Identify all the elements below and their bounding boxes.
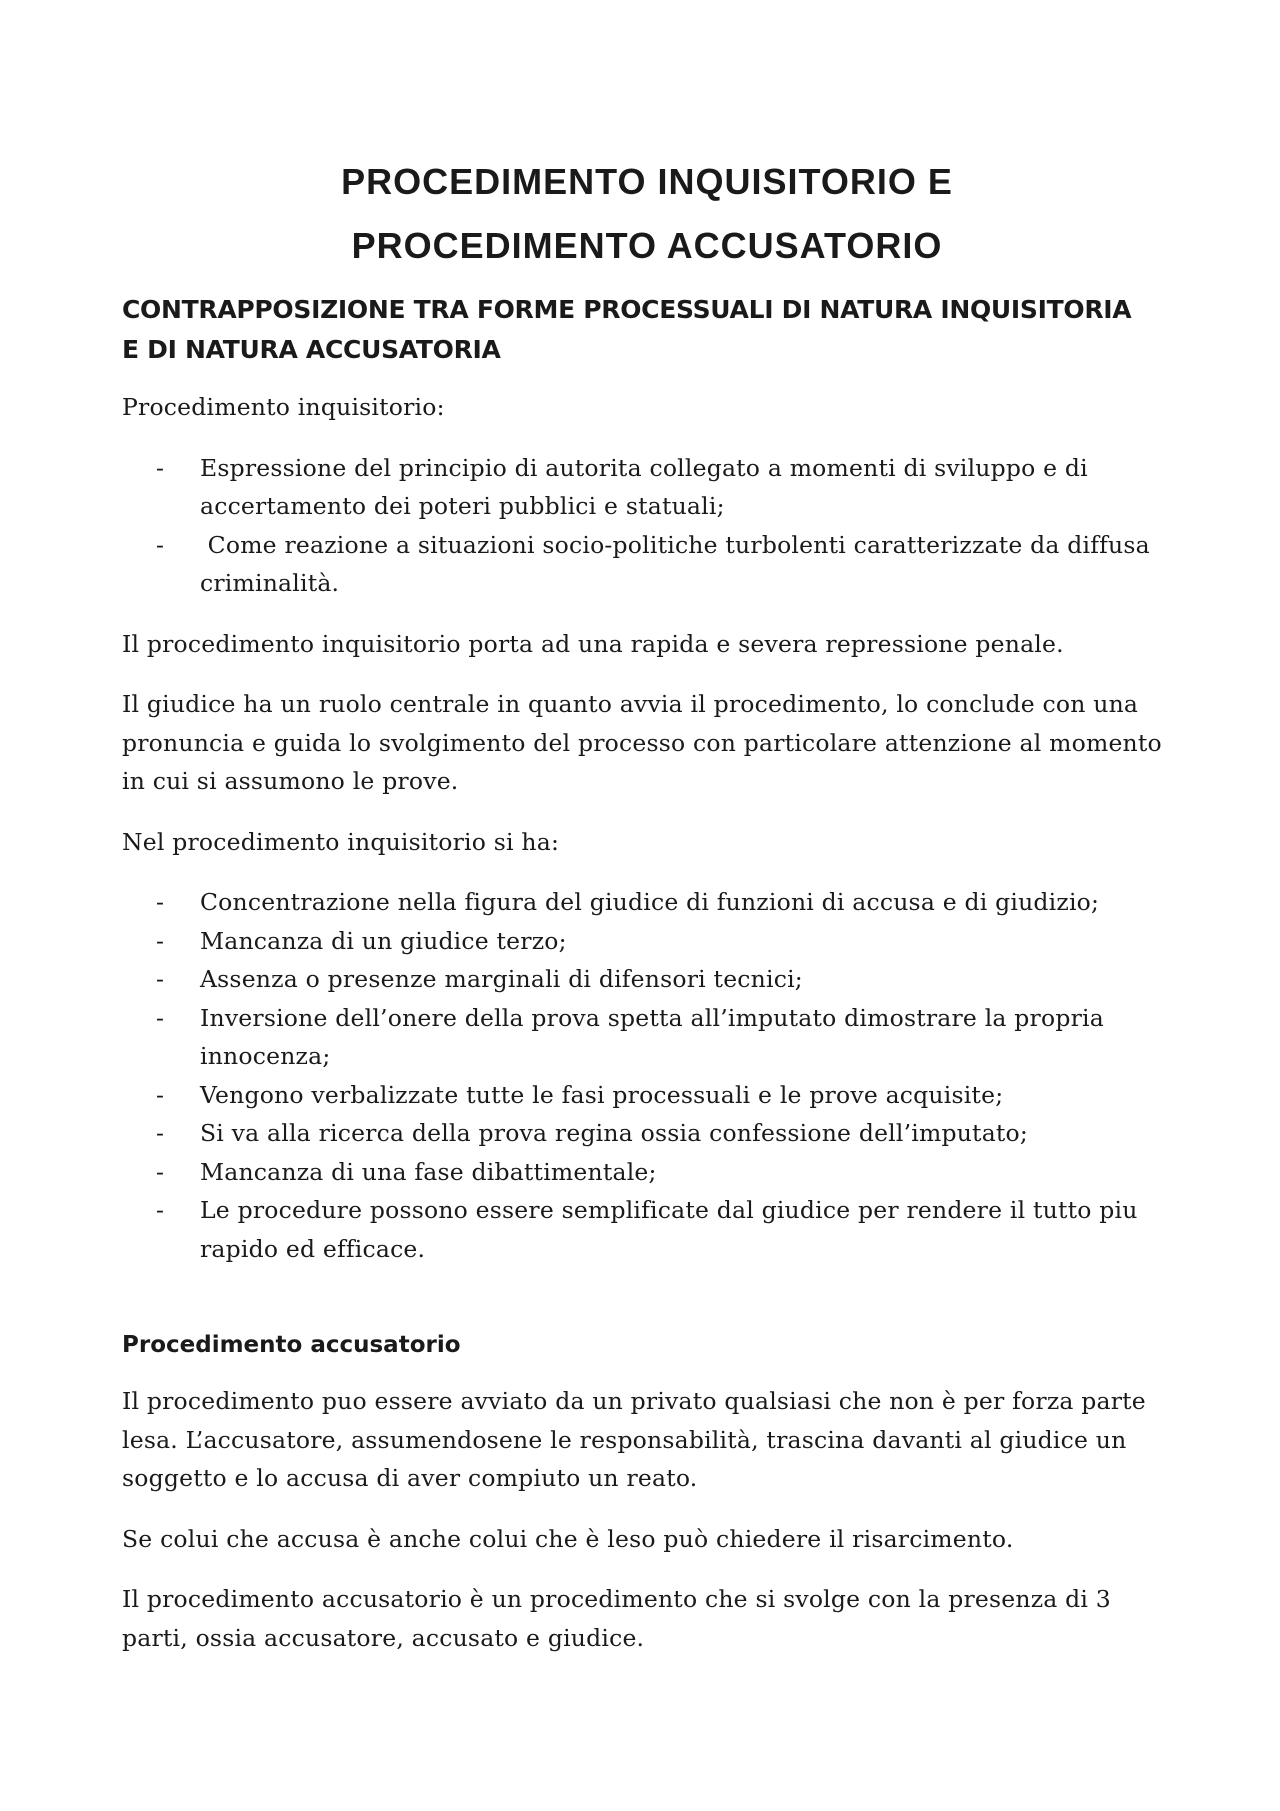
list-item: - Espressione del principio di autorita collegato a momenti di sviluppo e di accertamento dei poteri pubblici e statuali; [200,449,1172,526]
document-title [122,150,1172,278]
list-item: - Mancanza di una fase dibattimentale; [200,1153,1172,1192]
accusatorio-paragraph-1: Il procedimento puo essere avviato da un privato qualsiasi che non è per forza parte lesa. L’accusatore, assumendosene le responsabilità, trascina davanti al giudice un soggetto e lo accusa di aver compiuto un reato. [122,1387,1146,1492]
section-heading [122,290,1172,370]
title-line-1: PROCEDIMENTO INQUISITORIO E [341,161,953,202]
list-item: - Mancanza di un giudice terzo; [200,922,1172,961]
accusatorio-heading: Procedimento accusatorio [122,1332,461,1358]
heading-line-2: E DI NATURA ACCUSATORIA [122,335,501,364]
document-page [122,150,1172,1679]
list-item: - Inversione dell’onere della prova spetta all’imputato dimostrare la propria innocenza; [200,999,1172,1076]
inquisitorio-paragraph-2: Il giudice ha un ruolo centrale in quanto avvia il procedimento, lo conclude con una pronuncia e guida lo svolgimento del processo con particolare attenzione al momento in cui si assumono le prove. [122,690,1162,795]
list-item: - Si va alla ricerca della prova regina ossia confessione dell’imputato; [200,1114,1172,1153]
inquisitorio-list-1 [122,449,1172,603]
list-item: - Vengono verbalizzate tutte le fasi processuali e le prove acquisite; [200,1076,1172,1115]
inquisitorio-paragraph-3: Nel procedimento inquisitorio si ha: [122,827,560,856]
list-item: - Assenza o presenze marginali di difensori tecnici; [200,960,1172,999]
accusatorio-paragraph-2: Se colui che accusa è anche colui che è leso può chiedere il risarcimento. [122,1524,1014,1553]
inquisitorio-label: Procedimento inquisitorio: [122,393,445,421]
list-item: - Concentrazione nella figura del giudice di funzioni di accusa e di giudizio; [200,883,1172,922]
list-item: - Le procedure possono essere semplificate dal giudice per rendere il tutto piu rapido ed efficace. [200,1191,1172,1268]
title-line-2: PROCEDIMENTO ACCUSATORIO [351,225,943,266]
accusatorio-paragraph-3: Il procedimento accusatorio è un procedimento che si svolge con la presenza di 3 parti, ossia accusatore, accusato e giudice. [122,1585,1111,1652]
list-item: - Come reazione a situazioni socio-politiche turbolenti caratterizzate da diffusa criminalità. [200,526,1172,603]
section-spacer [122,1290,1172,1326]
heading-line-1: CONTRAPPOSIZIONE TRA FORME PROCESSUALI DI NATURA INQUISITORIA [122,295,1132,324]
inquisitorio-paragraph-1: Il procedimento inquisitorio porta ad una rapida e severa repressione penale. [122,629,1064,658]
inquisitorio-list-2 [122,883,1172,1268]
